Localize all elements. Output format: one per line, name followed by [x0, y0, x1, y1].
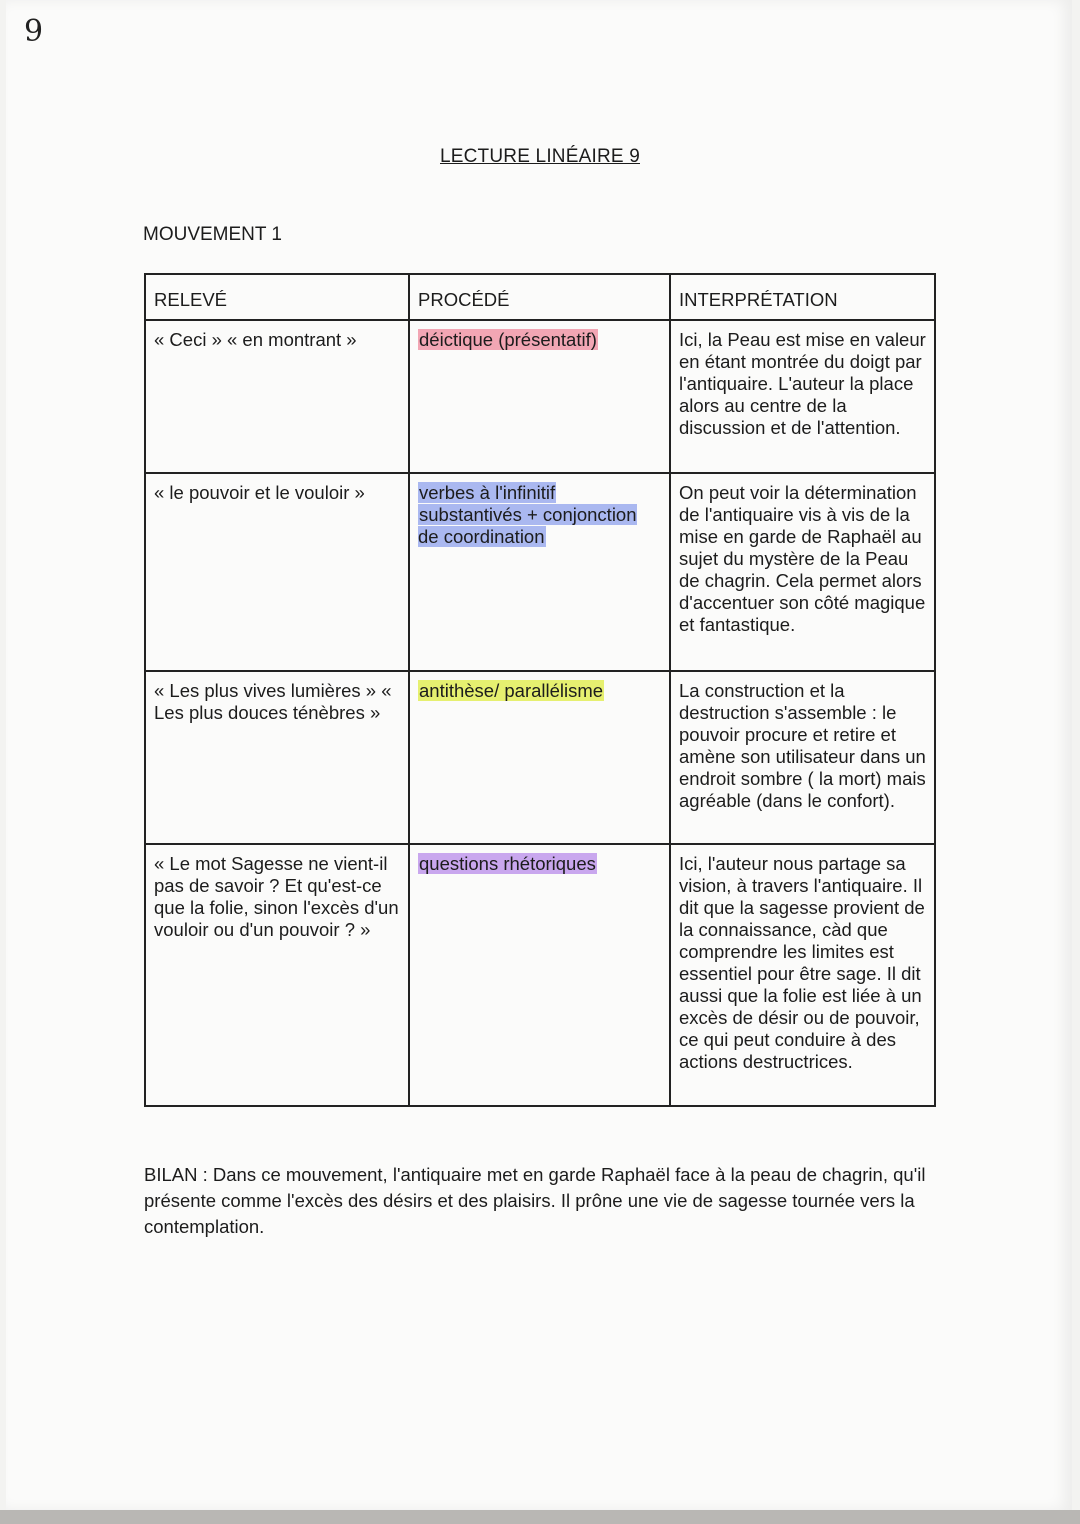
bilan-paragraph: BILAN : Dans ce mouvement, l'antiquaire met en garde Raphaël face à la peau de chagrin, qu'il présente comme l'excès des désirs et des plaisirs. Il prône une vie de sagesse tournée vers la contemplation. [144, 1164, 926, 1237]
section-heading: MOUVEMENT 1 [143, 224, 283, 245]
highlighted-procede: questions rhétoriques [419, 853, 596, 874]
highlighted-procede: déictique (présentatif) [419, 329, 597, 350]
table-row [145, 671, 935, 844]
page-bottom-edge [0, 1510, 1080, 1524]
releve-cell: « Le mot Sagesse ne vient-il pas de savoir ? Et qu'est-ce que la folie, sinon l'excès d'un vouloir ou d'un pouvoir ? » [145, 844, 409, 1106]
table-header-row [145, 274, 935, 320]
header-procede: PROCÉDÉ [409, 274, 670, 320]
procede-cell [409, 473, 670, 671]
interpretation-cell: Ici, l'auteur nous partage sa vision, à travers l'antiquaire. Il dit que la sagesse provient de la connaissance, càd que comprendre les limites est essentiel pour être sage. Il dit aussi que la folie est liée à un excès de désir ou de pouvoir, ce qui peut conduire à des actions destructrices. [670, 844, 935, 1106]
highlighted-procede: verbes à l'infinitif [419, 482, 556, 503]
releve-cell: « le pouvoir et le vouloir » [145, 473, 409, 671]
header-releve: RELEVÉ [145, 274, 409, 320]
table-row [145, 473, 935, 671]
highlighted-procede: substantivés + conjonction de coordination [418, 504, 637, 547]
interpretation-cell: On peut voir la détermination de l'antiquaire vis à vis de la mise en garde de Raphaël au sujet du mystère de la Peau de chagrin. Cela permet alors d'accentuer son côté magique et fantastique. [670, 473, 935, 671]
analysis-table [144, 273, 936, 1107]
releve-cell: « Ceci » « en montrant » [145, 320, 409, 473]
procede-cell [409, 671, 670, 844]
page-title: LECTURE LINÉAIRE 9 [440, 146, 640, 167]
procede-cell [409, 844, 670, 1106]
highlighted-procede: antithèse/ parallélisme [419, 680, 604, 701]
interpretation-cell: La construction et la destruction s'assemble : le pouvoir procure et retire et amène son utilisateur dans un endroit sombre ( la mort) mais agréable (dans le confort). [670, 671, 935, 844]
table-row [145, 844, 935, 1106]
procede-cell [409, 320, 670, 473]
table-row [145, 320, 935, 473]
releve-cell: « Les plus vives lumières » « Les plus douces ténèbres » [145, 671, 409, 844]
page-number: 9 [24, 14, 44, 49]
header-interpretation: INTERPRÉTATION [670, 274, 935, 320]
interpretation-cell: Ici, la Peau est mise en valeur en étant montrée du doigt par l'antiquaire. L'auteur la place alors au centre de la discussion et de l'attention. [670, 320, 935, 473]
